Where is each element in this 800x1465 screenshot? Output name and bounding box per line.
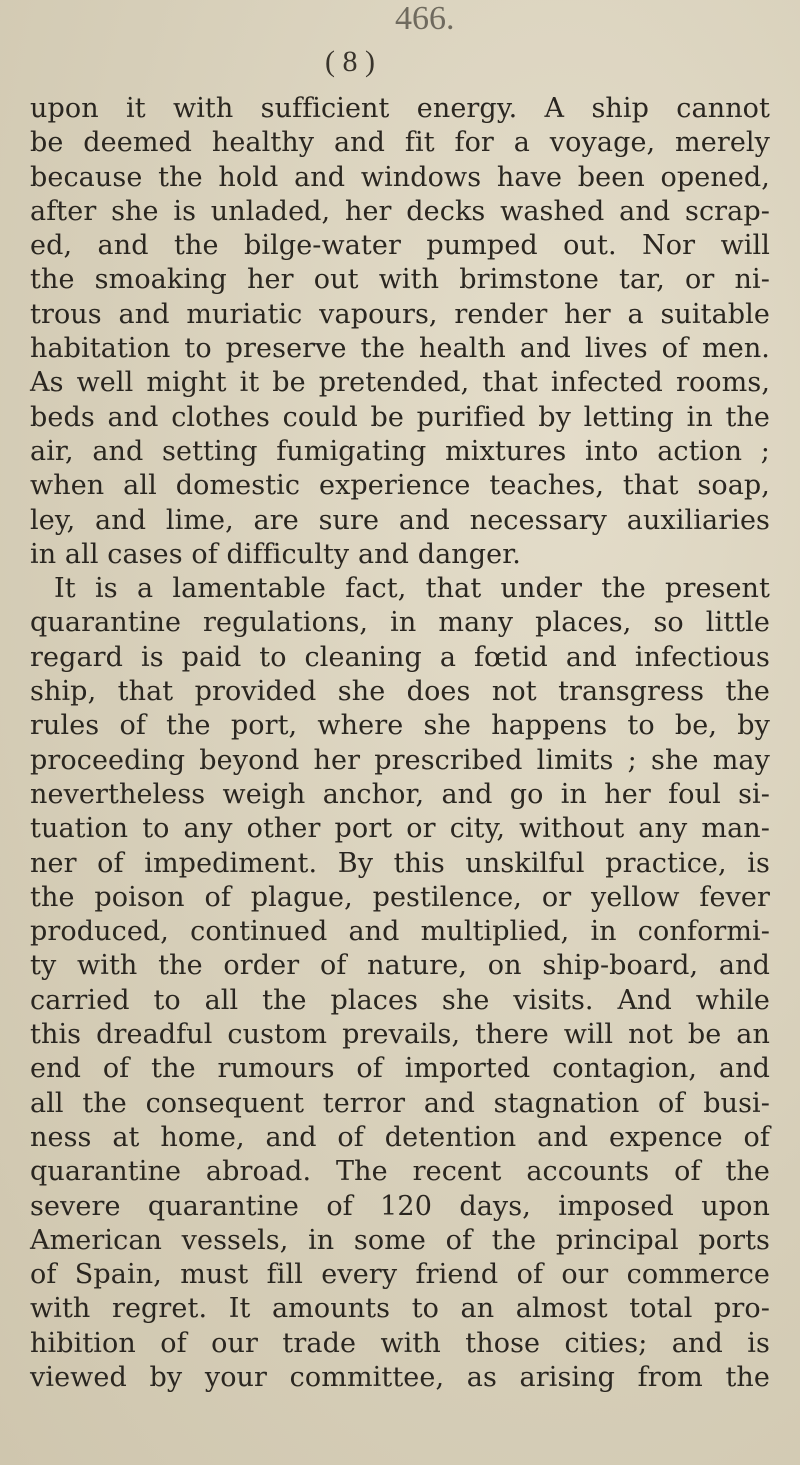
text-line: nevertheless weigh anchor, and go in her foul si- bbox=[30, 778, 770, 810]
text-line: beds and clothes could be purified by letting in the bbox=[30, 401, 770, 433]
text-line: in all cases of difficulty and danger. bbox=[30, 538, 521, 570]
text-line: rules of the port, where she happens to be, by bbox=[30, 710, 770, 742]
text-line: produced, continued and multiplied, in conformi- bbox=[30, 916, 770, 948]
page-number: ( 8 ) bbox=[325, 45, 375, 78]
text-line: when all domestic experience teaches, that soap, bbox=[30, 470, 770, 502]
text-line: trous and muriatic vapours, render her a suitable bbox=[30, 298, 770, 330]
text-line: quarantine regulations, in many places, so little bbox=[30, 607, 770, 639]
text-line: habitation to preserve the health and lives of men. bbox=[30, 333, 770, 365]
body-text bbox=[30, 92, 770, 1395]
text-line: ner of impediment. By this unskilful practice, is bbox=[30, 847, 770, 879]
text-line: air, and setting fumigating mixtures into action ; bbox=[30, 435, 770, 467]
text-line: all the consequent terror and stagnation of busi- bbox=[30, 1087, 770, 1119]
text-line: with regret. It amounts to an almost total pro- bbox=[30, 1293, 770, 1325]
text-line: quarantine abroad. The recent accounts of the bbox=[30, 1156, 770, 1188]
text-line: because the hold and windows have been opened, bbox=[30, 161, 770, 193]
text-line: of Spain, must fill every friend of our commerce bbox=[30, 1259, 770, 1291]
text-line: ship, that provided she does not transgress the bbox=[30, 676, 770, 708]
text-line: severe quarantine of 120 days, imposed upon bbox=[30, 1190, 770, 1222]
text-line: ley, and lime, are sure and necessary auxiliaries bbox=[30, 504, 770, 536]
text-line: proceeding beyond her prescribed limits ; she may bbox=[30, 744, 770, 776]
text-line: viewed by your committee, as arising from the bbox=[30, 1361, 770, 1393]
text-line: the smoaking her out with brimstone tar, or ni- bbox=[30, 264, 770, 296]
text-line: carried to all the places she visits. And while bbox=[30, 984, 770, 1016]
text-line: ed, and the bilge-water pumped out. Nor will bbox=[30, 230, 770, 262]
text-line: As well might it be pretended, that infected rooms, bbox=[30, 367, 770, 399]
text-line: the poison of plague, pestilence, or yellow fever bbox=[30, 881, 770, 913]
text-line: hibition of our trade with those cities; and is bbox=[30, 1327, 770, 1359]
text-line: this dreadful custom prevails, there will not be an bbox=[30, 1019, 770, 1051]
text-line: end of the rumours of imported contagion, and bbox=[30, 1053, 770, 1085]
text-line: American vessels, in some of the principal ports bbox=[30, 1224, 770, 1256]
text-line: ty with the order of nature, on ship-board, and bbox=[30, 950, 770, 982]
text-line: regard is paid to cleaning a fœtid and infectious bbox=[30, 641, 770, 673]
text-line: upon it with sufficient energy. A ship cannot bbox=[30, 93, 770, 124]
text-line: ness at home, and of detention and expence of bbox=[30, 1121, 770, 1153]
text-line: tuation to any other port or city, without any man- bbox=[30, 813, 770, 845]
text-line: after she is unladed, her decks washed and scrap- bbox=[30, 195, 770, 227]
text-line: be deemed healthy and fit for a voyage, merely bbox=[30, 127, 770, 159]
folio-number: 466. bbox=[395, 0, 455, 37]
text-line: It is a lamentable fact, that under the present bbox=[54, 573, 770, 605]
